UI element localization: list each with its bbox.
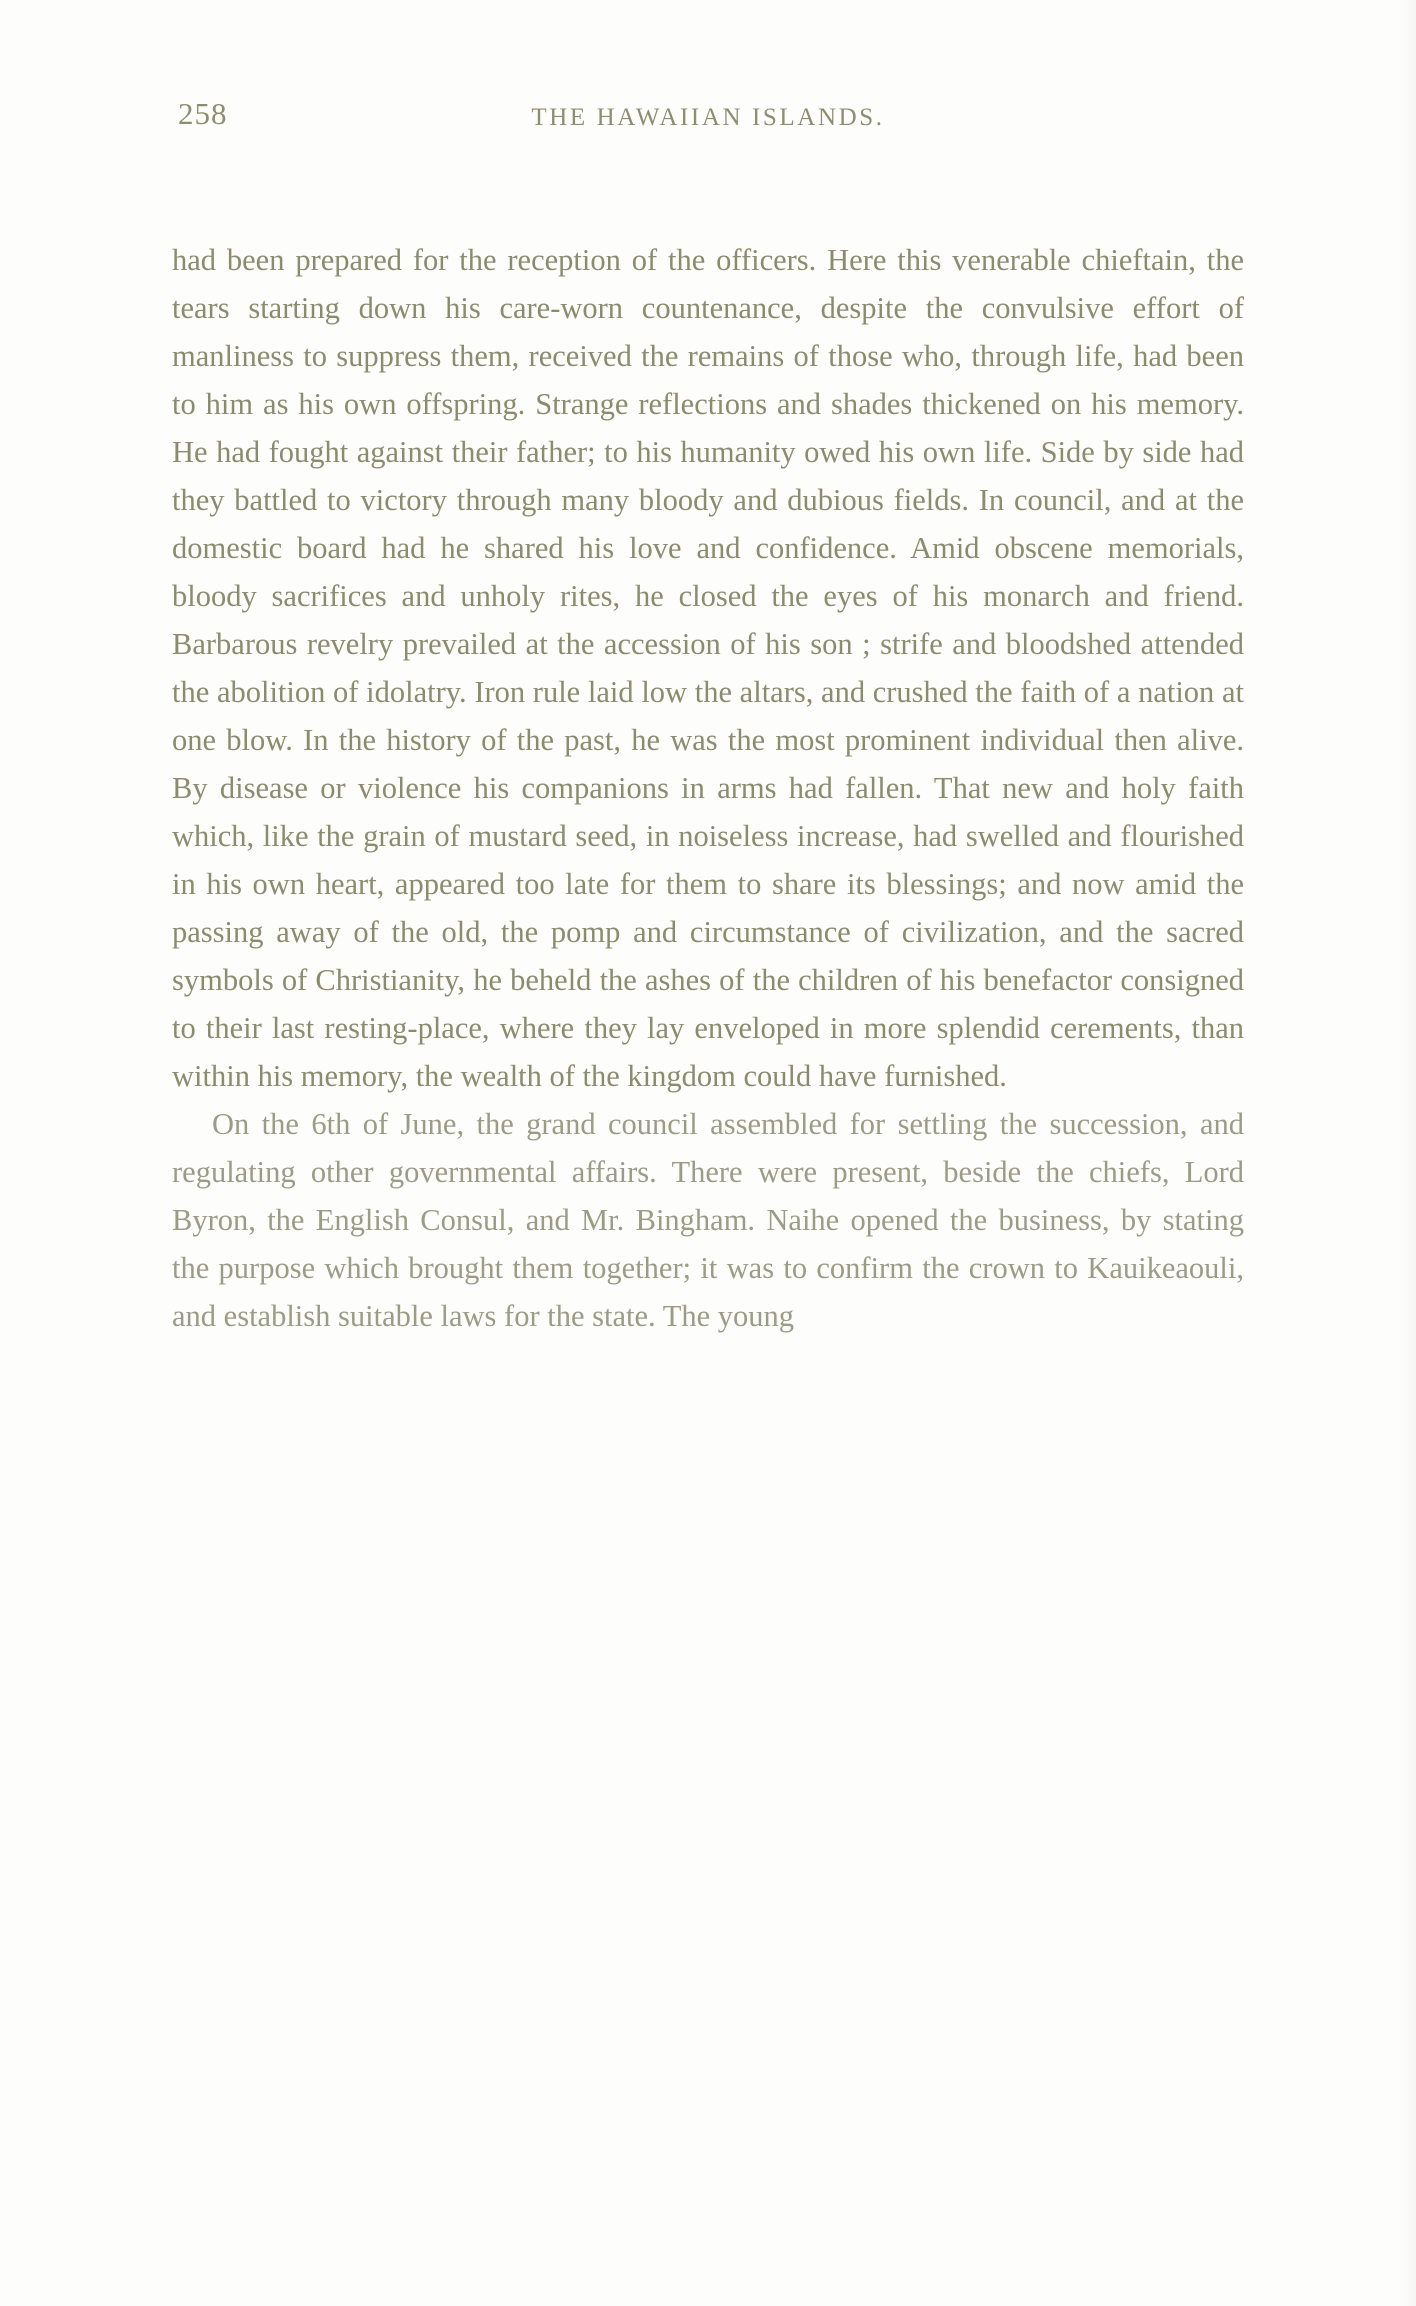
body-text bbox=[172, 236, 1244, 1340]
page-content bbox=[172, 96, 1244, 1333]
running-head: THE HAWAIIAN ISLANDS. bbox=[531, 104, 885, 131]
page-number: 258 bbox=[178, 96, 228, 131]
paragraph-1: had been prepared for the reception of the officers. Here this venerable chieftain, the tears starting down his care-worn countenance, despite the convulsive effort of manliness to suppress them, received the remains of those who, through life, had been to him as his own offspring. Strange reflections and shades thickened on his memory. He had fought against their father; to his humanity owed his own life. Side by side had they battled to victory through many bloody and dubious fields. In council, and at the domestic board had he shared his love and confidence. Amid obscene memorials, bloody sacrifices and unholy rites, he closed the eyes of his monarch and friend. Barbarous revelry prevailed at the accession of his son ; strife and bloodshed attended the abolition of idolatry. Iron rule laid low the altars, and crushed the faith of a nation at one blow. In the history of the past, he was the most prominent individual then alive. By disease or violence his companions in arms had fallen. That new and holy faith which, like the grain of mustard seed, in noiseless increase, had swelled and flourished in his own heart, appeared too late for them to share its blessings; and now amid the passing away of the old, the pomp and circumstance of civilization, and the sacred symbols of Christianity, he beheld the ashes of the children of his benefactor consigned to their last resting-place, where they lay enveloped in more splendid cerements, than within his memory, the wealth of the kingdom could have furnished. bbox=[172, 243, 1244, 1093]
page-edge-shadow bbox=[1400, 0, 1416, 2306]
page-header bbox=[172, 96, 1244, 156]
paragraph-2: On the 6th of June, the grand council assembled for settling the succession, and regulating other governmental affairs. There were present, beside the chiefs, Lord Byron, the English Consul, and Mr. Bingham. Naihe opened the business, by stating the purpose which brought them together; it was to confirm the crown to Kauikeaouli, and establish suitable laws for the state. The young bbox=[172, 1107, 1244, 1333]
